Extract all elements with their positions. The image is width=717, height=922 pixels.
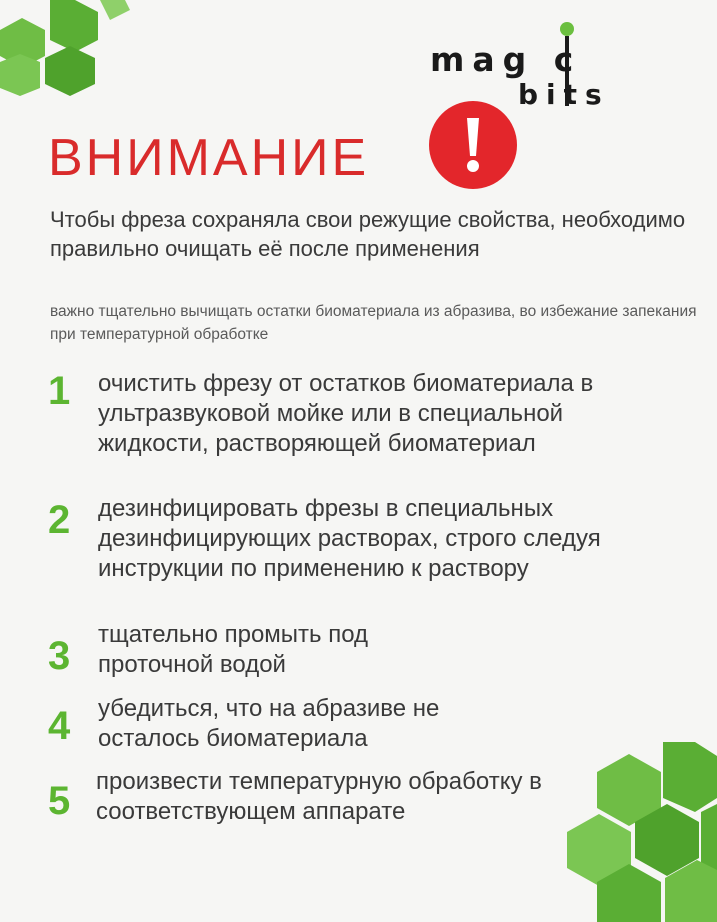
step-text: очистить фрезу от остатков биоматериала в ультразвуковой мойке или в специальной жидкости, растворяющей биоматериал xyxy=(98,370,594,457)
step-number: 2 xyxy=(48,498,71,542)
step-text: тщательно промыть под проточной водой xyxy=(98,621,369,678)
step-text: дезинфицировать фрезы в специальных дезинфицирующих растворах, строго следуя инструкции по применению к раствору xyxy=(98,495,601,582)
logo-line2: bits xyxy=(518,78,610,111)
step-text: произвести температурную обработку в соответствующем аппарате xyxy=(96,768,542,825)
logo-line1: mag c xyxy=(430,40,582,79)
logo-dot xyxy=(560,22,574,36)
exclamation-circle-icon xyxy=(428,100,518,190)
magic-bits-logo xyxy=(430,22,662,111)
step-number: 3 xyxy=(48,634,71,678)
step-number: 5 xyxy=(48,779,71,823)
step-number: 4 xyxy=(48,704,71,748)
page-title: ВНИМАНИЕ xyxy=(48,129,370,187)
lead-paragraph: Чтобы фреза сохраняла свои режущие свойства, необходимо правильно очищать её после применения xyxy=(50,207,686,261)
step-number: 1 xyxy=(48,369,71,413)
step-text: убедиться, что на абразиве не осталось биоматериала xyxy=(98,695,440,752)
green-hexagons-decoration xyxy=(0,0,140,120)
note-paragraph: важно тщательно вычищать остатки биоматериала из абразива, во избежание запекания при температурной обработке xyxy=(50,303,697,343)
